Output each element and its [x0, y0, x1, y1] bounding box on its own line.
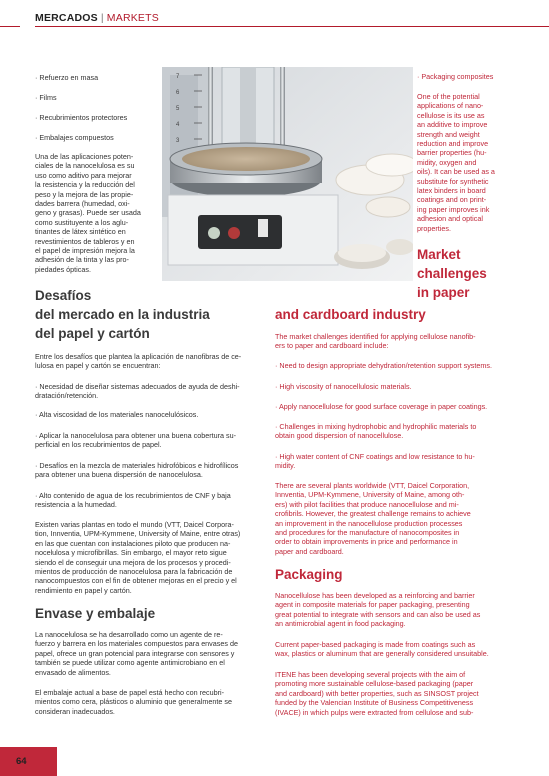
page-number: 64 [16, 756, 27, 767]
es-challenge-item: · Aplicar la nanocelulosa para obtener una buena cobertura su- perficial en los recubrimientos de papel. [35, 431, 236, 450]
en-challenge-item: · High viscosity of nanocellulosic materials. [275, 382, 412, 391]
header-rule [35, 26, 549, 27]
en-plants-paragraph: There are several plants worldwide (VTT, Daicel Corporation, Innventia, UPM-Kymmene, University of Maine, among oth- ers) with pilot facilities that produce nanocellulose and mi- crofibrils. However, the greatest challenge remains to achieve an improvement in the nanocellulose production processes and procedures for the manufacture of nanocomposites in order to obtain improvements in price and performance in paper and cardboard. [275, 481, 471, 556]
en-challenge-item: · Challenges in mixing hydrophobic and hydrophilic materials to obtain good dispersion of nanocellulose. [275, 422, 477, 441]
scale-mark-4: 4 [176, 122, 180, 128]
es-heading-envase: Envase y embalaje [35, 606, 156, 621]
es-challenge-item: · Alta viscosidad de los materiales nanocelulósicos. [35, 410, 199, 419]
scale-mark-6: 6 [176, 90, 180, 96]
running-header [35, 12, 159, 24]
es-env-paragraph-2: El embalaje actual a base de papel está hecho con recubri- mientos como cera, plásticos o aluminio que generalmente se consideran inadecuados. [35, 688, 232, 716]
es-plants-paragraph: Existen varias plantas en todo el mundo (VTT, Daicel Corpora- tion, Innventia, UPM-Kymmene, University of Maine, entre otras) en las que cuentan con instalaciones piloto que producen na- nocelulosa y microfibrillas. Sin embargo, el mayor reto sigue siendo el de conseguir una mejora de los procesos y procedi- mientos de producción de nanocelulosa para la fabricación de nanocompuestos con el fin de obtener mejoras en el precio y el rendimiento en papel y cartón. [35, 520, 241, 595]
es-list-item: · Recubrimientos protectores [35, 113, 128, 122]
en-challenge-item: · Need to design appropriate dehydration/retention support systems. [275, 361, 492, 370]
scale-mark-3: 3 [176, 138, 180, 144]
en-packaging-paragraph-2: Current paper-based packaging is made from coatings such as wax, plastics or aluminum that are generally considered unsuitable. [275, 640, 489, 659]
es-intro-paragraph: Una de las aplicaciones poten- ciales de la nanocelulosa es su uso como aditivo para mejorar la resistencia y la reducción del peso y la mejora de las propie- dades barrera (humedad, oxi- geno y grasas). Puede ser usada como sustituyente a los aglu- tinantes de látex sintético en revestimientos de tableros y en el papel de impresión mejora la adhesión de la tinta y las pro- piedades ópticas. [35, 152, 141, 274]
es-list-item: · Films [35, 93, 57, 102]
en-packaging-paragraph-1: Nanocellulose has been developed as a reinforcing and barrier agent in composite materials for paper packaging, presenting great potential to integrate with sensors and can also be used as an antimicrobial agent in food packaging. [275, 591, 481, 629]
es-env-paragraph-1: La nanocelulosa se ha desarrollado como un agente de re- fuerzo y barrera en los materiales compuestos para envases de papel, ofrece un gran potencial para integrarse con sensores y también se puede utilizar como agente antimicrobiano en el envasado de alimentos. [35, 630, 238, 677]
en-heading-market-challenges: Market challenges in paper [417, 247, 487, 300]
section-title: MERCADOS [35, 12, 98, 24]
en-intro-paragraph: One of the potential applications of nano- cellulose is its use as an additive to improve strength and weight reduction and improve barrier properties (hu- midity, oxygen and oils). It can be used as a substitute for synthetic latex binders in board coatings and on print- ing paper improves ink adhesion and optical properties. [417, 92, 495, 233]
en-challenges-intro: The market challenges identified for applying cellulose nanofib- ers to paper and cardboard include: [275, 332, 476, 351]
section-title-en: MARKETS [106, 12, 159, 24]
lab-apparatus-photo [162, 67, 413, 281]
scale-mark-5: 5 [176, 106, 180, 112]
es-challenge-item: · Alto contenido de agua de los recubrimientos de CNF y baja resistencia a la humedad. [35, 491, 231, 510]
page-number-tab [0, 747, 57, 776]
es-list-item: · Refuerzo en masa [35, 73, 99, 82]
en-heading-packaging: Packaging [275, 567, 343, 582]
header-separator: | [100, 12, 104, 24]
en-challenge-item: · Apply nanocellulose for good surface coverage in paper coatings. [275, 402, 488, 411]
header-rule-left [0, 26, 20, 27]
en-challenge-item: · High water content of CNF coatings and low resistance to hu- midity. [275, 452, 475, 471]
en-packaging-paragraph-3: ITENE has been developing several projects with the aim of promoting more sustainable cellulose-based packaging (paper and cardboard) with better properties, such as SINSOST project funded by the Valencian Institute of Business Competitiveness (IVACE) in which pulps were extracted from cellulose and sub- [275, 670, 479, 717]
en-list-item: · Packaging composites [417, 72, 494, 81]
scale-mark-7: 7 [176, 74, 180, 80]
en-heading-market-challenges-cont: and cardboard industry [275, 307, 426, 322]
es-challenge-item: · Necesidad de diseñar sistemas adecuados de ayuda de deshi- dratación/retención. [35, 382, 240, 401]
es-heading-desafios: Desafíos del mercado en la industria del papel y cartón [35, 288, 210, 341]
es-list-item: · Embalajes compuestos [35, 133, 114, 142]
es-challenge-item: · Desafíos en la mezcla de materiales hidrofóbicos e hidrofílicos para obtener una buena dispersión de nanocelulosa. [35, 461, 239, 480]
es-challenges-intro: Entre los desafíos que plantea la aplicación de nanofibras de ce- lulosa en papel y cartón se encuentran: [35, 352, 242, 371]
